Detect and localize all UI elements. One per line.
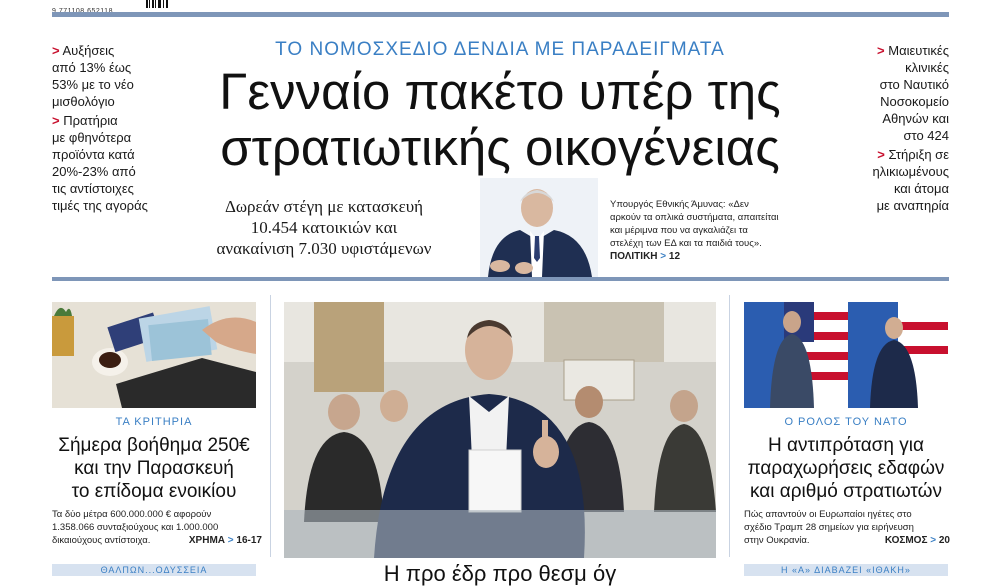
right-sidebar bbox=[845, 42, 949, 214]
middle-rule bbox=[52, 277, 949, 281]
right-story-body: Πώς απαντούν οι Ευρωπαίοι ηγέτες στο σχέδιο Τραμπ 28 σημείων για ειρήνευση στην Ουκρανία. ΚΟΣΜΟΣ > 20 bbox=[744, 509, 950, 546]
barcode-bars bbox=[146, 0, 172, 8]
left-sidebar-item[interactable]: > Αυξήσεις από 13% έως 53% με το νέο μισθολόγιο bbox=[52, 43, 134, 109]
bullet-arrow-icon: > bbox=[877, 147, 885, 162]
right-sidebar-item[interactable]: > Μαιευτικές κλινικές στο Ναυτικό Νοσοκομείο Αθηνών και στο 424 bbox=[877, 43, 949, 143]
column-divider bbox=[270, 295, 271, 557]
right-story-headline[interactable]: Η αντιπρόταση για παραχωρήσεις εδαφών και αριθμό στρατιωτών bbox=[747, 435, 945, 502]
main-photo bbox=[284, 302, 716, 558]
right-story-kicker: Ο ΡΟΛΟΣ ΤΟΥ ΝΑΤΟ bbox=[784, 416, 908, 428]
bottom-center-teaser[interactable]: Η προ έδρ προ θεσμ όγ bbox=[383, 561, 617, 586]
section-tag[interactable]: ΚΟΣΜΟΣ > 20 bbox=[884, 535, 950, 546]
minister-photo bbox=[480, 178, 598, 277]
wallet-photo bbox=[52, 302, 256, 408]
top-rule bbox=[52, 12, 949, 17]
left-story-headline[interactable]: Σήμερα βοήθημα 250€ και την Παρασκευή το επίδομα ενοικίου bbox=[58, 435, 250, 502]
bullet-arrow-icon: > bbox=[52, 113, 60, 128]
bullet-arrow-icon: > bbox=[877, 43, 885, 58]
left-sidebar bbox=[52, 42, 162, 214]
voting-image bbox=[284, 302, 716, 558]
bottom-right-teaser[interactable]: Η «Α» ΔΙΑΒΑΖΕΙ «ΙΘΑΚΗ» bbox=[781, 565, 911, 575]
barcode bbox=[52, 0, 172, 9]
leaders-image bbox=[744, 302, 948, 408]
section-tag[interactable]: ΧΡΗΜΑ > 16-17 bbox=[188, 535, 262, 546]
top-subheadline: Δωρεάν στέγη με κατασκευή 10.454 κατοικιών και ανακαίνιση 7.030 υφιστάμενων bbox=[216, 197, 432, 258]
wallet-image bbox=[52, 302, 256, 408]
section-tag[interactable]: ΠΟΛΙΤΙΚΗ > 12 bbox=[610, 251, 681, 262]
left-sidebar-item[interactable]: > Πρατήρια με φθηνότερα προϊόντα κατά 20%-23% από τις αντίστοιχες τιμές της αγοράς bbox=[52, 113, 148, 213]
top-headline[interactable]: Γενναίο πακέτο υπέρ της στρατιωτικής οικογένειας bbox=[219, 63, 781, 176]
right-sidebar-item[interactable]: > Στήριξη σε ηλικιωμένους και άτομα με αναπηρία bbox=[872, 147, 949, 213]
left-story-body: Τα δύο μέτρα 600.000.000 € αφορούν 1.358.066 συνταξιούχους και 1.000.000 δικαιούχους αντίστοιχα. ΧΡΗΜΑ > 16-17 bbox=[52, 509, 262, 546]
bottom-left-teaser[interactable]: ΘΑΛΠΩΝ...ΟΔΥΣΣΕΙΑ bbox=[100, 565, 208, 575]
column-divider bbox=[729, 295, 730, 557]
portrait-image bbox=[480, 178, 598, 277]
top-kicker: ΤΟ ΝΟΜΟΣΧΕΔΙΟ ΔΕΝΔΙΑ ΜΕ ΠΑΡΑΔΕΙΓΜΑΤΑ bbox=[275, 39, 725, 60]
leaders-photo bbox=[744, 302, 948, 408]
left-story-kicker: ΤΑ ΚΡΙΤΗΡΙΑ bbox=[115, 416, 193, 428]
top-quote: Υπουργός Εθνικής Άμυνας: «Δεν αρκούν τα οπλικά συστήματα, απαιτείται και μέριμνα που να αγκαλιάζει τα στελέχη των ΕΔ και τα παιδιά τους». ΠΟΛΙΤΙΚΗ > 12 bbox=[610, 199, 779, 262]
bullet-arrow-icon: > bbox=[52, 43, 60, 58]
